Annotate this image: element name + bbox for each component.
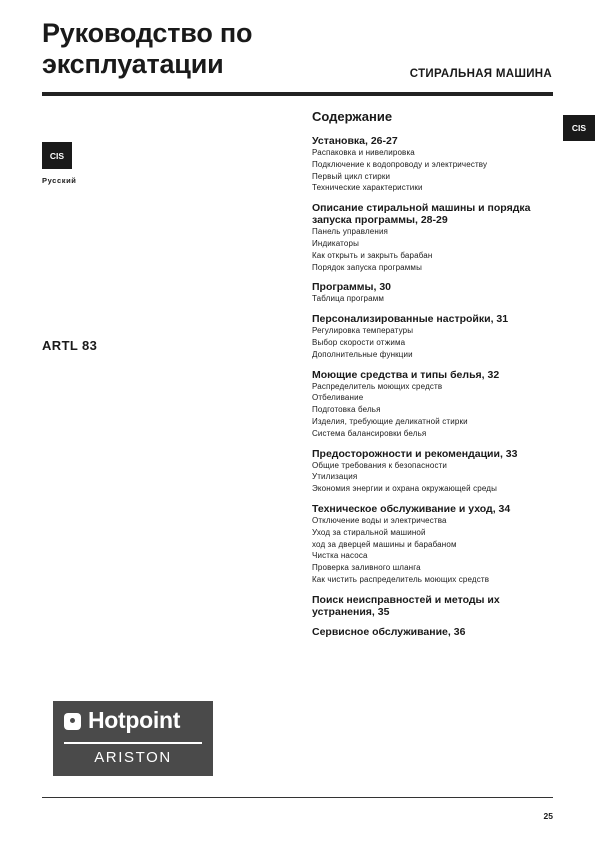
toc-item: Регулировка температуры	[312, 326, 414, 336]
model-name: ARTL 83	[42, 338, 98, 353]
toc-heading: Содержание	[312, 109, 393, 124]
page-number: 25	[543, 811, 553, 821]
toc-item: Подготовка белья	[312, 405, 381, 415]
toc-section-title: Персонализированные настройки, 31	[312, 313, 509, 326]
brand-name-top: Hotpoint	[88, 707, 181, 733]
top-divider	[42, 92, 553, 96]
language-label: Русский	[42, 176, 77, 185]
toc-section-title: Моющие средства и типы белья, 32	[312, 368, 500, 381]
toc-item: Первый цикл стирки	[312, 171, 391, 181]
bottom-divider	[42, 797, 553, 798]
brand-name-bottom: ARISTON	[94, 749, 172, 766]
region-side-tab: CIS	[563, 115, 595, 141]
toc-item: Индикаторы	[312, 238, 359, 248]
toc-section-title: Описание стиральной машины и порядка запуска программы, 28-29	[312, 202, 531, 227]
toc-item: Утилизация	[312, 472, 358, 482]
toc-item: Распаковка и нивелировка	[312, 148, 415, 157]
toc-item: Общие требования к безопасности	[312, 460, 448, 470]
toc-section	[312, 369, 562, 440]
toc-item: Отключение воды и электричества	[312, 515, 447, 525]
toc-item: Отбеливание	[312, 393, 364, 403]
toc-section	[312, 448, 562, 495]
toc-section	[312, 594, 562, 618]
toc-section-title: Программы, 30	[312, 281, 392, 294]
toc-section	[312, 313, 562, 360]
toc-item: Проверка заливного шланга	[312, 563, 421, 573]
toc-item: Таблица программ	[312, 294, 385, 304]
toc-item: Дополнительные функции	[312, 349, 413, 359]
toc-item: Панель управления	[312, 227, 389, 237]
toc-section-title: Установка, 26-27	[312, 135, 398, 147]
toc-section-title: Сервисное обслуживание, 36	[312, 625, 466, 638]
toc-sections	[312, 135, 562, 638]
page-title	[42, 18, 362, 80]
toc-section	[312, 626, 562, 638]
toc-section-title: Предосторожности и рекомендации, 33	[312, 447, 518, 460]
toc-section-title: Поиск неисправностей и методы их устранения, 35	[312, 593, 500, 618]
brand-logo	[53, 701, 213, 776]
title-line-1: Руководство по	[42, 18, 253, 48]
toc-item: Как чистить распределитель моющих средств	[312, 574, 490, 584]
toc-section-title: Техническое обслуживание и уход, 34	[312, 502, 511, 515]
toc-item: Порядок запуска программы	[312, 262, 422, 272]
toc-item: Экономия энергии и охрана окружающей среды	[312, 484, 497, 494]
toc-item: Как открыть и закрыть барабан	[312, 250, 433, 260]
toc-section	[312, 202, 562, 273]
brand-divider	[64, 742, 202, 744]
toc-section	[312, 503, 562, 586]
toc-item: Выбор скорости отжима	[312, 337, 406, 347]
title-line-2: эксплуатации	[42, 49, 224, 79]
region-badge: CIS	[42, 142, 72, 169]
toc-item: Распределитель моющих средств	[312, 381, 443, 391]
toc-item: ход за дверцей машины и барабаном	[312, 539, 457, 549]
document-subtitle: СТИРАЛЬНАЯ МАШИНА	[409, 68, 552, 80]
toc-item: Технические характеристики	[312, 183, 423, 193]
toc-item: Система балансировки белья	[312, 428, 427, 438]
toc-item: Изделия, требующие деликатной стирки	[312, 416, 468, 426]
toc-section	[312, 135, 562, 194]
toc-section	[312, 281, 562, 305]
toc-item: Подключение к водопроводу и электричеству	[312, 159, 488, 169]
brand-mark-icon	[64, 713, 81, 730]
table-of-contents	[312, 109, 562, 646]
toc-item: Чистка насоса	[312, 551, 368, 561]
toc-item: Уход за стиральной машиной	[312, 527, 426, 537]
